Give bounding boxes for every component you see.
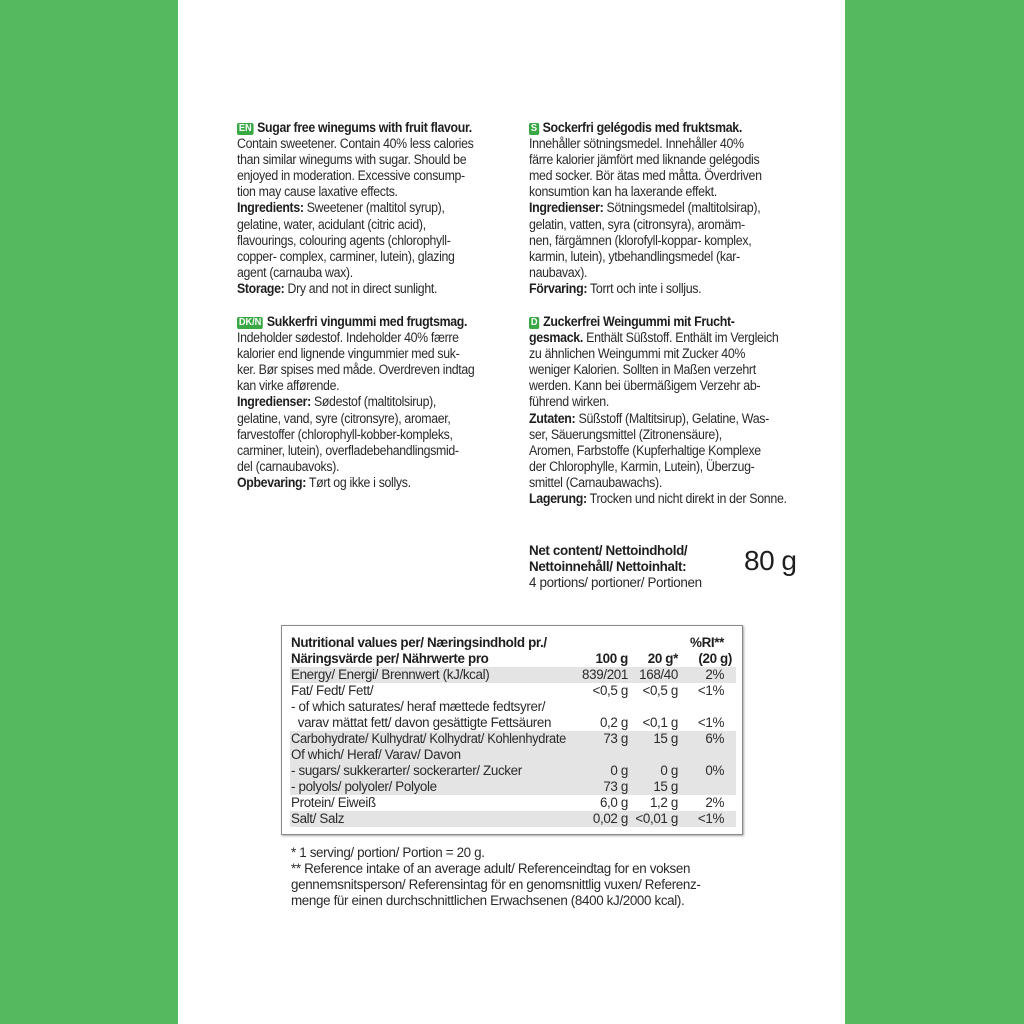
text-line: ker. Bør spises med måde. Overdreven indtag bbox=[237, 362, 475, 378]
table-row: varav mättat fett/ davon gesättigte Fettsäuren 0,2 g <0,1 g <1% bbox=[291, 715, 724, 730]
text-line: del (carnaubavoks). bbox=[237, 458, 340, 474]
right-green-border bbox=[845, 0, 1024, 1024]
language-badge-dkn: DK/N bbox=[238, 317, 262, 328]
text-line: Indeholder sødestof. Indeholder 40% færre bbox=[237, 330, 459, 346]
text-line: med socker. Bör ätas med måtta. Överdriven bbox=[529, 168, 762, 184]
text-line: gelatine, water, acidulant (citric acid), bbox=[237, 216, 426, 232]
table-header-row-1: Nutritional values per/ Næringsindhold pr./ %RI** bbox=[291, 635, 724, 650]
table-row: - sugars/ sukkerarter/ sockerarter/ Zucker 0 g 0 g 0% bbox=[291, 763, 724, 778]
text-line: carminer, lutein), overfladebehandlingsmid- bbox=[237, 442, 459, 458]
text-line: agent (carnauba wax). bbox=[237, 264, 353, 280]
text-line: flavourings, colouring agents (chlorophyll- bbox=[237, 232, 451, 248]
text-line: der Chlorophylle, Karmin, Lutein), Überzug- bbox=[529, 458, 755, 474]
section-heading: EN Sugar free winegums with fruit flavour. bbox=[238, 120, 472, 135]
text-line: kalorier end lignende vingummier med suk- bbox=[237, 346, 460, 362]
table-header-row-2: Näringsvärde per/ Nährwerte pro 100 g 20 g* (20 g) bbox=[291, 651, 732, 666]
text-line: konsumtion kan ha laxerande effekt. bbox=[529, 184, 717, 200]
table-row: Energy/ Energi/ Brennwert (kJ/kcal) 839/201 168/40 2% bbox=[291, 667, 724, 682]
text-line: gelatin, vatten, syra (citronsyra), aromäm- bbox=[529, 216, 745, 232]
footnote-reference-intake: ** Reference intake of an average adult/ Referenceindtag for en voksen bbox=[291, 861, 691, 877]
table-row: Salt/ Salz 0,02 g <0,01 g <1% bbox=[291, 811, 724, 826]
table-row: - polyols/ polyoler/ Polyole 73 g 15 g bbox=[291, 779, 678, 794]
english-section bbox=[237, 120, 537, 297]
text-line: farvestoffer (chlorophyll-kobber-kompleks, bbox=[237, 426, 453, 442]
danish-norwegian-section bbox=[237, 314, 537, 491]
text-line: naubavax). bbox=[529, 264, 588, 280]
section-heading: D Zuckerfrei Weingummi mit Frucht- bbox=[530, 314, 735, 329]
german-section bbox=[529, 314, 829, 507]
storage-line: Storage: Dry and not in direct sunlight. bbox=[237, 280, 438, 296]
text-line: kan virke afførende. bbox=[237, 378, 340, 394]
table-row: Of which/ Heraf/ Varav/ Davon bbox=[291, 747, 461, 762]
storage-line: Lagerung: Trocken und nicht direkt in der Sonne. bbox=[529, 491, 787, 507]
portions-text: 4 portions/ portioner/ Portionen bbox=[529, 575, 702, 591]
table-row: - of which saturates/ heraf mættede fedtsyrer/ bbox=[291, 699, 546, 714]
text-line: Contain sweetener. Contain 40% less calories bbox=[237, 136, 474, 152]
storage-line: Opbevaring: Tørt og ikke i sollys. bbox=[237, 474, 411, 490]
left-green-border bbox=[0, 0, 178, 1024]
language-badge-d: D bbox=[530, 317, 538, 328]
table-row: Carbohydrate/ Kulhydrat/ Kolhydrat/ Kohlenhydrate 73 g 15 g 6% bbox=[291, 731, 724, 746]
text-line: färre kalorier jämfört med liknande gelégodis bbox=[529, 152, 760, 168]
text-line: Innehåller sötningsmedel. Innehåller 40% bbox=[529, 136, 744, 152]
text-line: tion may cause laxative effects. bbox=[237, 184, 398, 200]
column-header-20g: 20 g* bbox=[647, 651, 678, 666]
text-line: enjoyed in moderation. Excessive consump- bbox=[237, 168, 465, 184]
ingredients-line: Ingredienser: Sødestof (maltitolsirup), bbox=[237, 394, 436, 410]
footnotes bbox=[291, 845, 700, 909]
nutrition-table bbox=[281, 625, 743, 835]
section-heading: S Sockerfri gelégodis med fruktsmak. bbox=[530, 120, 742, 135]
footnote-reference-intake-cont: gennemsnitsperson/ Referensintag för en genomsnittlig vuxen/ Referenz- bbox=[291, 877, 701, 893]
net-weight: 80 g bbox=[744, 545, 797, 576]
text-line: smittel (Carnaubawachs). bbox=[529, 474, 662, 490]
text-line: nen, färgämnen (klorofyll-koppar- komplex, bbox=[529, 232, 752, 248]
language-badge-s: S bbox=[530, 123, 538, 134]
text-line: weniger Kalorien. Sollten in Maßen verzehrt bbox=[529, 362, 756, 378]
language-badge-en: EN bbox=[238, 123, 252, 134]
text-line: gelatine, vand, syre (citronsyre), aromaer, bbox=[237, 410, 451, 426]
text-line: than similar winegums with sugar. Should be bbox=[237, 152, 467, 168]
column-header-100g: 100 g bbox=[595, 651, 628, 666]
text-line: Aromen, Farbstoffe (Kupferhaltige Komplexe bbox=[529, 442, 761, 458]
table-row: Protein/ Eiweiß 6,0 g 1,2 g 2% bbox=[291, 795, 724, 810]
text-line: zu ähnlichen Weingummi mit Zucker 40% bbox=[529, 346, 746, 362]
text-line: copper- complex, carminer, lutein), glazing bbox=[237, 248, 455, 264]
swedish-section bbox=[529, 120, 829, 297]
storage-line: Förvaring: Torrt och inte i solljus. bbox=[529, 280, 702, 296]
section-heading: DK/N Sukkerfri vingummi med frugtsmag. bbox=[238, 314, 468, 329]
column-header-ri: (20 g) bbox=[698, 651, 732, 666]
text-line: ser, Säuerungsmittel (Zitronensäure), bbox=[529, 426, 722, 442]
footnote-serving: * 1 serving/ portion/ Portion = 20 g. bbox=[291, 845, 485, 860]
table-row: Fat/ Fedt/ Fett/ <0,5 g <0,5 g <1% bbox=[291, 683, 724, 698]
ingredients-line: Ingredienser: Sötningsmedel (maltitolsirap), bbox=[529, 200, 761, 216]
text-line: werden. Kann bei übermäßigem Verzehr ab- bbox=[529, 378, 761, 394]
net-content-label: Net content/ Nettoindhold/ Nettoinnehåll/ Nettoinhalt: 4 portions/ portioner/ Portionen bbox=[529, 543, 702, 591]
text-line: führend wirken. bbox=[529, 394, 610, 410]
section-heading-cont: gesmack. Enthält Süßstoff. Enthält im Vergleich bbox=[529, 330, 779, 346]
text-line: karmin, lutein), ytbehandlingsmedel (kar- bbox=[529, 248, 740, 264]
ingredients-line: Zutaten: Süßstoff (Maltitsirup), Gelatine, Was- bbox=[529, 410, 769, 426]
ingredients-line: Ingredients: Sweetener (maltitol syrup), bbox=[237, 200, 445, 216]
footnote-reference-intake-cont: menge für einen durchschnittlichen Erwachsenen (8400 kJ/2000 kcal). bbox=[291, 893, 685, 909]
